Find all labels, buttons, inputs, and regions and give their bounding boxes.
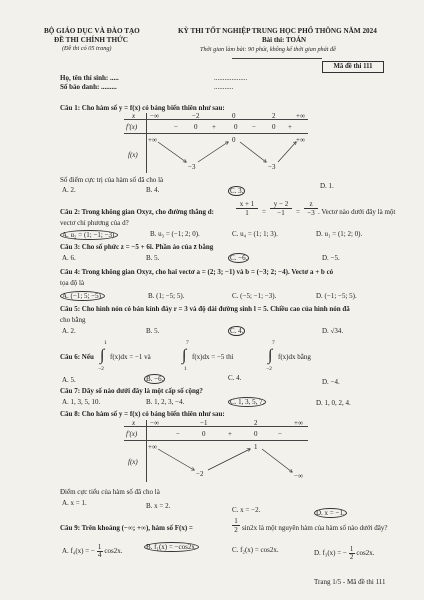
subject: Bài thi: TOÁN [262, 36, 307, 44]
q5-option-c[interactable]: C. 4. [230, 327, 244, 335]
q4-option-a[interactable]: A. (−1; 5; −5). [62, 292, 103, 300]
exam-name: KỲ THI TỐT NGHIỆP TRUNG HỌC PHỔ THÔNG NĂM 2024 [178, 27, 377, 35]
candidate-number-label: Số báo danh: ......... [60, 83, 117, 91]
page-footer: Trang 1/5 - Mã đề thi 111 [314, 578, 386, 586]
q6-stem: Câu 6: Nếu [60, 353, 94, 361]
q9-option-c[interactable]: C. f₂(x) = cos2x. [232, 546, 279, 554]
q3-stem: Câu 3: Cho số phức z = −5 + 6i. Phần ảo của z̄ bằng [60, 243, 214, 251]
q2-stem-b: . Vectơ nào dưới đây là một [318, 208, 396, 216]
q8-option-c[interactable]: C. x = −2. [232, 506, 261, 514]
q1-stem: Câu 1: Cho hàm số y = f(x) có bảng biến thiên như sau: [60, 104, 225, 112]
time-allowed: Thời gian làm bài: 90 phút, không kể thời gian phát đề [200, 46, 336, 53]
q4-option-c[interactable]: C. (−5; −1; −3). [232, 292, 277, 300]
q5-option-b[interactable]: B. 5. [146, 327, 160, 335]
q7-option-b[interactable]: B. 1, 2, 3, −4. [146, 398, 185, 406]
q8-question: Điểm cực tiểu của hàm số đã cho là [60, 488, 160, 496]
q2-stem-c: vectơ chỉ phương của d? [60, 219, 129, 227]
ministry-name: BỘ GIÁO DỤC VÀ ĐÀO TẠO [44, 27, 140, 35]
q3-option-d[interactable]: D. −5. [322, 254, 340, 262]
candidate-name-dots: ................... [214, 74, 248, 82]
q4-stem: Câu 4: Trong không gian Oxyz, cho hai vectơ a = (2; 3; −1) và b = (−3; 2; −4). Vectơ a + b có [60, 268, 334, 276]
q3-option-a[interactable]: A. 6. [62, 254, 76, 262]
q6-option-b[interactable]: B. −6. [146, 375, 164, 383]
q7-stem: Câu 7: Dãy số nào dưới đây là một cấp số cộng? [60, 387, 203, 395]
q4-option-d[interactable]: D. (−1; −5; 5). [316, 292, 357, 300]
q2-option-d[interactable]: D. u₁ = (1; 2; 0). [316, 230, 363, 238]
q7-option-a[interactable]: A. 1, 3, 5, 10. [62, 398, 101, 406]
q1-question: Số điểm cực trị của hàm số đã cho là [60, 176, 164, 184]
q1-option-a[interactable]: A. 2. [62, 186, 76, 194]
q2-option-a[interactable]: A. u₂ = (1; −1; −3). [62, 231, 117, 239]
q8-option-d[interactable]: D. x = −1. [316, 509, 345, 517]
q7-option-c[interactable]: C. 1, 3, 5, 7. [230, 398, 265, 406]
q3-option-b[interactable]: B. 5. [146, 254, 160, 262]
q6-option-c[interactable]: C. 4. [228, 374, 242, 382]
q2-frac-3: z −3 [304, 200, 318, 218]
q5-option-a[interactable]: A. 2. [62, 327, 76, 335]
q2-stem: Câu 2: Trong không gian Oxyz, cho đường thẳng d: [60, 208, 214, 216]
q2-frac-2: y − 2 −1 [270, 200, 292, 218]
q4-stem-b: tọa độ là [60, 279, 85, 287]
candidate-number-dots: ........... [214, 83, 234, 91]
q2-frac-1: x + 1 1 [236, 200, 258, 218]
q5-option-d[interactable]: D. √34. [322, 327, 344, 335]
exam-code-box: Mã đề thi 111 [322, 61, 384, 73]
q5-stem-b: cho bằng [60, 316, 86, 324]
exam-page: BỘ GIÁO DỤC VÀ ĐÀO TẠO ĐỀ THI CHÍNH THỨC (Đề thi có 05 trang) KỲ THI TỐT NGHIỆP TRUNG HỌC PHỔ THÔNG NĂM 2024 Bài thi: TOÁN Thời gian làm bài: 90 phút, không kể thời gian phát đề Mã đề thi 111 Họ, tên thí sinh: ..... ................... Số báo danh: ......... ........... Câu 1: Cho hàm số y = f(x) có bảng biến thiên như sau: x −∞ −2 0 2 +∞ f′(x) − 0 + 0 − 0 + f(x) +∞ −3 0 −3 +∞ Số điểm cực trị của hàm số đã cho là A. 2. B. 4. C. 3. D. 1. Câu 2: Trong không gian Oxyz, cho đường thẳng d: x + 1 1 = y − 2 −1 = z −3 . Vectơ nào dưới đây là một vectơ chỉ phương của d? A. u₂ = (1; −1; −3). B. u₃ = (−1; 2; 0). C. u₄ = (1; 1; 3). D. u₁ = (1; 2; 0). Câu 3: Cho số phức z = −5 + 6i. Phần ảo của z̄ bằng A. 6. B. 5. C. −6. D. −5. Câu 4: Trong không gian Oxyz, cho hai vectơ a = (2; 3; −1) và b = (−3; 2; −4). Vectơ a + b có tọa độ là A. (−1; 5; −5). B. (1; −5; 5). C. (−5; −1; −3). D. (−1; −5; 5). Câu 5: Cho hình nón có bán kính đáy r = 3 và độ dài đường sinh l = 5. Chiều cao của hình nón đã cho bằng A. 2. B. 5. C. 4. D. √34. Câu 6: Nếu 1 ∫ −2 f(x)dx = −1 và 7 ∫ 1 f(x)dx = −5 thì 7 ∫ −2 f(x)dx bằng A. 5. B. −6. C. 4. D. −4. Câu 7: Dãy số nào dưới đây là một cấp số cộng? A. 1, 3, 5, 10. B. 1, 2, 3, −4. C. 1, 3, 5, 7. D. 1, 0, 2, 4. Câu 8: Cho hàm số y = f(x) có bảng biến thiên như sau: x −∞ −1 2 +∞ f′(x) − 0 + 0 − f(x) +∞ −2 1 −∞ Điểm cực tiểu của hàm số đã cho là A. x = 1. B. x = 2. C. x = −2. D. x = −1. Câu 9: Trên khoảng (−∞; +∞), hàm số F(x) = 1 2 sin2x là một nguyên hàm của hàm số nào dưới đây? A. f₄(x) = − $\frac{1}{4}$ cos2x. B. f₁(x) = −cos2x. C. f₂(x) = cos2x. D. f₃(x) = − $\frac{1}{2}$ cos2x. Trang 1/5 - Mã đề thi 111 [0, 0, 424, 600]
q8-option-b[interactable]: B. x = 2. [146, 502, 171, 510]
page-count: (Đề thi có 05 trang) [62, 45, 112, 52]
q1-option-d[interactable]: D. 1. [320, 182, 334, 190]
q9-stem-b: sin2x là một nguyên hàm của hàm số nào dưới đây? [242, 524, 388, 532]
q9-option-d[interactable]: D. f₃(x) = − $\frac{1}{2}$ cos2x. [314, 545, 375, 561]
q3-option-c[interactable]: C. −6. [230, 254, 248, 262]
q9-frac: 1 2 [232, 517, 240, 535]
q4-option-b[interactable]: B. (1; −5; 5). [148, 292, 185, 300]
candidate-name-label: Họ, tên thí sinh: ..... [60, 74, 119, 82]
q1-option-c[interactable]: C. 3. [230, 187, 244, 195]
q9-option-a[interactable]: A. f₄(x) = − $\frac{1}{4}$ cos2x. [62, 543, 123, 559]
q5-stem: Câu 5: Cho hình nón có bán kính đáy r = 3 và độ dài đường sinh l = 5. Chiều cao của hình nón đã [60, 305, 350, 313]
q6-option-a[interactable]: A. 5. [62, 376, 76, 384]
q8-stem: Câu 8: Cho hàm số y = f(x) có bảng biến thiên như sau: [60, 410, 225, 418]
q6-option-d[interactable]: D. −4. [322, 378, 340, 386]
official-label: ĐỀ THI CHÍNH THỨC [54, 36, 128, 44]
q1-option-b[interactable]: B. 4. [146, 186, 160, 194]
q9-option-b[interactable]: B. f₁(x) = −cos2x. [146, 543, 197, 551]
q7-option-d[interactable]: D. 1, 0, 2, 4. [316, 399, 351, 407]
q2-option-c[interactable]: C. u₄ = (1; 1; 3). [232, 230, 278, 238]
q2-option-b[interactable]: B. u₃ = (−1; 2; 0). [150, 230, 200, 238]
q9-stem: Câu 9: Trên khoảng (−∞; +∞), hàm số F(x) = [60, 524, 193, 532]
q8-option-a[interactable]: A. x = 1. [62, 499, 87, 507]
